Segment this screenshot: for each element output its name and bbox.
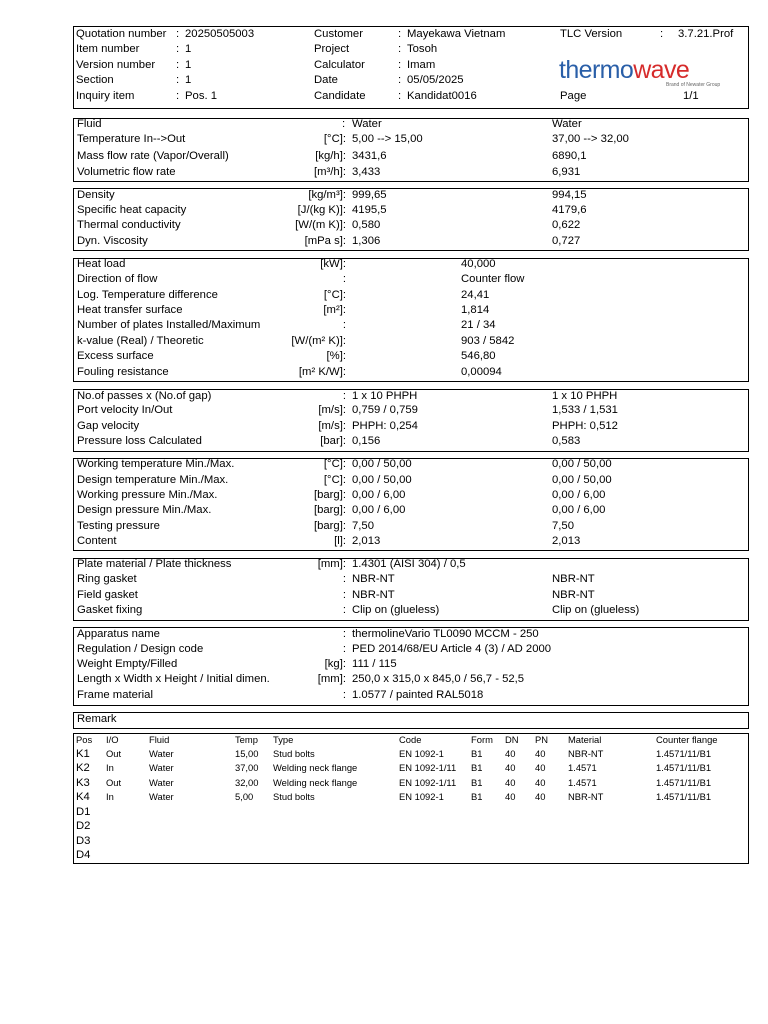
conn-cell-form: B1 (471, 762, 483, 773)
param-value-cold: 1.0577 / painted RAL5018 (352, 689, 484, 701)
param-value-hot: 4179,6 (552, 204, 587, 216)
param-unit: [°C]: (323, 458, 346, 470)
conn-pos: D4 (76, 849, 91, 861)
conn-cell-flange: 1.4571/11/B1 (656, 748, 712, 759)
param-label: Dyn. Viscosity (77, 235, 148, 247)
param-label: Ring gasket (77, 573, 137, 585)
header-label: Section (76, 74, 114, 86)
param-value-cold: PED 2014/68/EU Article 4 (3) / AD 2000 (352, 643, 552, 655)
param-value-hot: 0,00 / 6,00 (552, 489, 606, 501)
param-unit: [m² K/W]: (298, 366, 346, 378)
conn-pos: D2 (76, 820, 91, 832)
param-value-cold: 1.4301 (AISI 304) / 0,5 (352, 558, 466, 570)
param-unit: [°C]: (323, 289, 346, 301)
tlc-version-colon: : (660, 28, 664, 40)
param-value-hot: 2,013 (552, 535, 581, 547)
conn-cell-pn: 40 (535, 748, 546, 759)
param-label: Excess surface (77, 350, 154, 362)
param-label: Heat load (77, 258, 126, 270)
conn-cell-material: 1.4571 (568, 777, 597, 788)
param-label: Apparatus name (77, 628, 160, 640)
param-unit: [m/s]: (318, 404, 346, 416)
param-label: k-value (Real) / Theoretic (77, 335, 204, 347)
param-label: Length x Width x Height / Initial dimen. (77, 673, 270, 685)
conn-pos: K4 (76, 791, 90, 803)
conn-header-io: I/O (106, 734, 119, 745)
param-unit: [W/(m² K)]: (291, 335, 346, 347)
conn-cell-material: NBR-NT (568, 748, 604, 759)
param-value-hot: NBR-NT (552, 589, 595, 601)
param-label: Port velocity In/Out (77, 404, 173, 416)
param-unit: : (342, 319, 346, 331)
param-unit: [W/(m K)]: (295, 219, 346, 231)
conn-cell-form: B1 (471, 748, 483, 759)
tlc-version-value: 3.7.21.Prof (678, 28, 734, 40)
param-label: Plate material / Plate thickness (77, 558, 232, 570)
header-colon: : (176, 74, 180, 86)
param-value-cold: PHPH: 0,254 (352, 420, 418, 432)
header-colon2: : (398, 43, 402, 55)
conn-cell-temp: 32,00 (235, 777, 259, 788)
conn-cell-form: B1 (471, 777, 483, 788)
conn-cell-type: Stud bolts (273, 791, 315, 802)
param-label: Log. Temperature difference (77, 289, 218, 301)
param-label: Regulation / Design code (77, 643, 204, 655)
header-colon2: : (398, 90, 402, 102)
conn-cell-io: Out (106, 748, 122, 759)
param-value-hot: PHPH: 0,512 (552, 420, 618, 432)
param-value-common: 21 / 34 (461, 319, 496, 331)
param-unit: [bar]: (320, 435, 346, 447)
param-unit: [barg]: (313, 504, 346, 516)
param-unit: [%]: (326, 350, 346, 362)
conn-cell-dn: 40 (505, 762, 516, 773)
param-value-common: 546,80 (461, 350, 496, 362)
param-label: Volumetric flow rate (77, 166, 176, 178)
conn-cell-io: In (106, 762, 114, 773)
param-value-cold: 250,0 x 315,0 x 845,0 / 56,7 - 52,5 (352, 673, 525, 685)
conn-cell-code: EN 1092-1 (399, 791, 444, 802)
tlc-version-label: TLC Version (560, 28, 623, 40)
param-unit: : (342, 573, 346, 585)
param-label: Design temperature Min./Max. (77, 474, 229, 486)
conn-cell-dn: 40 (505, 777, 516, 788)
conn-cell-type: Welding neck flange (273, 762, 358, 773)
header-colon: : (176, 90, 180, 102)
conn-cell-code: EN 1092-1/11 (399, 762, 457, 773)
logo-wave: wave (633, 56, 690, 84)
param-unit: [m³/h]: (313, 166, 346, 178)
param-unit: [m²]: (323, 304, 346, 316)
conn-cell-flange: 1.4571/11/B1 (656, 777, 712, 788)
param-unit: : (342, 643, 346, 655)
param-unit: : (342, 273, 346, 285)
param-value-hot: 1 x 10 PHPH (552, 390, 618, 402)
header-label2: Candidate (314, 90, 366, 102)
param-value-cold: thermolineVario TL0090 MCCM - 250 (352, 628, 539, 640)
param-value-cold: 4195,5 (352, 204, 387, 216)
header-label2: Calculator (314, 59, 365, 71)
conn-cell-code: EN 1092-1 (399, 748, 444, 759)
header-value2: Imam (407, 59, 436, 71)
param-label: Thermal conductivity (77, 219, 181, 231)
param-value-cold: NBR-NT (352, 589, 395, 601)
param-label: Mass flow rate (Vapor/Overall) (77, 150, 229, 162)
conn-cell-form: B1 (471, 791, 483, 802)
param-value-cold: 0,156 (352, 435, 381, 447)
param-label: Fluid (77, 118, 102, 130)
conn-cell-io: In (106, 791, 114, 802)
param-value-hot: 0,00 / 50,00 (552, 474, 612, 486)
param-colon: : (342, 118, 346, 130)
param-value-cold: 999,65 (352, 189, 387, 201)
thermowave-logo (559, 55, 729, 93)
conn-header-temp: Temp (235, 734, 258, 745)
logo-tagline: Brand of Newater Group (666, 82, 721, 88)
param-label: Number of plates Installed/Maximum (77, 319, 261, 331)
param-value-cold: 111 / 115 (352, 658, 397, 670)
param-value-cold: 1 x 10 PHPH (352, 390, 418, 402)
conn-header-fluid: Fluid (149, 734, 170, 745)
param-value-cold: 3431,6 (352, 150, 387, 162)
param-value-hot: 0,622 (552, 219, 581, 231)
param-label: Gasket fixing (77, 604, 143, 616)
param-value-cold: 0,00 / 50,00 (352, 458, 412, 470)
param-label: Working temperature Min./Max. (77, 458, 235, 470)
param-value-hot: 0,00 / 50,00 (552, 458, 612, 470)
conn-pos: K3 (76, 777, 90, 789)
param-label: Direction of flow (77, 273, 158, 285)
param-value-cold: Water (352, 118, 382, 130)
param-label: Heat transfer surface (77, 304, 183, 316)
conn-cell-flange: 1.4571/11/B1 (656, 762, 712, 773)
header-colon: : (176, 59, 180, 71)
header-value2: Kandidat0016 (407, 90, 477, 102)
param-unit: [l]: (334, 535, 346, 547)
header-colon2: : (398, 28, 402, 40)
header-value: 20250505003 (185, 28, 255, 40)
param-unit: : (342, 589, 346, 601)
param-value-cold: 7,50 (352, 520, 374, 532)
param-label: Weight Empty/Filled (77, 658, 178, 670)
param-value-hot: 7,50 (552, 520, 574, 532)
conn-cell-io: Out (106, 777, 122, 788)
header-value: 1 (185, 43, 192, 55)
remark-label: Remark (77, 713, 117, 725)
conn-header-flange: Counter flange (656, 734, 718, 745)
param-value-hot: 1,533 / 1,531 (552, 404, 618, 416)
param-unit: : (342, 628, 346, 640)
param-unit: : (342, 390, 346, 402)
conn-cell-fluid: Water (149, 748, 174, 759)
conn-header-form: Form (471, 734, 493, 745)
conn-cell-pn: 40 (535, 791, 546, 802)
header-colon: : (176, 28, 180, 40)
param-label: Density (77, 189, 115, 201)
param-label: No.of passes x (No.of gap) (77, 390, 212, 402)
conn-pos: D3 (76, 835, 91, 847)
param-label: Pressure loss Calculated (77, 435, 202, 447)
header-label2: Project (314, 43, 350, 55)
param-label: Frame material (77, 689, 153, 701)
param-value-common: 24,41 (461, 289, 490, 301)
param-value-common: Counter flow (461, 273, 525, 285)
conn-pos: D1 (76, 806, 91, 818)
param-value-hot: Clip on (glueless) (552, 604, 640, 616)
param-value-cold: 5,00 --> 15,00 (352, 133, 423, 145)
conn-cell-dn: 40 (505, 748, 516, 759)
conn-cell-temp: 5,00 (235, 791, 254, 802)
param-unit: [kW]: (320, 258, 346, 270)
param-unit: [barg]: (313, 520, 346, 532)
conn-cell-temp: 15,00 (235, 748, 259, 759)
param-label: Fouling resistance (77, 366, 169, 378)
param-label: Specific heat capacity (77, 204, 187, 216)
header-label: Version number (76, 59, 156, 71)
conn-header-dn: DN (505, 734, 519, 745)
param-unit: [mPa s]: (304, 235, 346, 247)
header-value: 1 (185, 59, 192, 71)
header-value: Pos. 1 (185, 90, 218, 102)
header-label: Inquiry item (76, 90, 135, 102)
conn-cell-fluid: Water (149, 777, 174, 788)
param-label: Design pressure Min./Max. (77, 504, 212, 516)
param-label: Working pressure Min./Max. (77, 489, 218, 501)
param-value-common: 0,00094 (461, 366, 502, 378)
conn-cell-temp: 37,00 (235, 762, 259, 773)
param-value-cold: 2,013 (352, 535, 381, 547)
param-label: Temperature In-->Out (77, 133, 186, 145)
param-value-cold: 3,433 (352, 166, 381, 178)
param-label: Field gasket (77, 589, 138, 601)
conn-header-type: Type (273, 734, 294, 745)
header-colon: : (176, 43, 180, 55)
param-unit: [m/s]: (318, 420, 346, 432)
conn-cell-fluid: Water (149, 791, 174, 802)
param-label: Gap velocity (77, 420, 140, 432)
param-value-hot: 0,00 / 6,00 (552, 504, 606, 516)
conn-header-pn: PN (535, 734, 549, 745)
param-value-hot: NBR-NT (552, 573, 595, 585)
conn-cell-code: EN 1092-1/11 (399, 777, 457, 788)
conn-cell-type: Stud bolts (273, 748, 315, 759)
param-value-hot: 6890,1 (552, 150, 587, 162)
logo-thermo: thermo (559, 56, 634, 84)
param-unit: [°C]: (323, 133, 346, 145)
header-label2: Date (314, 74, 338, 86)
param-unit: [kg/m³]: (308, 189, 346, 201)
param-unit: : (342, 604, 346, 616)
param-value-cold: 0,00 / 6,00 (352, 489, 406, 501)
param-unit: [barg]: (313, 489, 346, 501)
conn-cell-dn: 40 (505, 791, 516, 802)
conn-cell-material: 1.4571 (568, 762, 597, 773)
param-value-hot: Water (552, 118, 582, 130)
param-value-hot: 6,931 (552, 166, 581, 178)
param-label: Content (77, 535, 117, 547)
param-unit: [J/(kg K)]: (297, 204, 346, 216)
param-unit: [mm]: (317, 673, 346, 685)
param-value-hot: 37,00 --> 32,00 (552, 133, 629, 145)
param-value-cold: 0,00 / 6,00 (352, 504, 406, 516)
header-value2: 05/05/2025 (407, 74, 464, 86)
conn-cell-pn: 40 (535, 777, 546, 788)
param-value-cold: 0,580 (352, 219, 381, 231)
conn-cell-fluid: Water (149, 762, 174, 773)
param-label: Testing pressure (77, 520, 160, 532)
param-value-hot: 0,583 (552, 435, 581, 447)
param-value-cold: 1,306 (352, 235, 381, 247)
conn-header-code: Code (399, 734, 422, 745)
param-unit: [mm]: (317, 558, 346, 570)
param-unit: [kg]: (324, 658, 346, 670)
param-value-hot: 994,15 (552, 189, 587, 201)
param-value-cold: NBR-NT (352, 573, 395, 585)
header-label2: Customer (314, 28, 363, 40)
conn-header-pos: Pos (76, 734, 93, 745)
param-unit: : (342, 689, 346, 701)
header-value2: Mayekawa Vietnam (407, 28, 506, 40)
conn-cell-material: NBR-NT (568, 791, 604, 802)
header-label: Quotation number (76, 28, 167, 40)
header-value: 1 (185, 74, 192, 86)
param-value-common: 40,000 (461, 258, 496, 270)
conn-cell-flange: 1.4571/11/B1 (656, 791, 712, 802)
conn-cell-type: Welding neck flange (273, 777, 358, 788)
conn-pos: K1 (76, 748, 90, 760)
page-label: Page (560, 90, 587, 102)
param-value-cold: Clip on (glueless) (352, 604, 440, 616)
param-value-common: 1,814 (461, 304, 490, 316)
param-value-cold: 0,00 / 50,00 (352, 474, 412, 486)
page-value: 1/1 (683, 90, 699, 102)
remark-box (73, 712, 749, 729)
param-value-hot: 0,727 (552, 235, 581, 247)
param-unit: [kg/h]: (315, 150, 346, 162)
header-colon2: : (398, 74, 402, 86)
conn-pos: K2 (76, 762, 90, 774)
param-value-cold: 0,759 / 0,759 (352, 404, 418, 416)
header-value2: Tosoh (407, 43, 438, 55)
header-label: Item number (76, 43, 140, 55)
param-unit: [°C]: (323, 474, 346, 486)
header-colon2: : (398, 59, 402, 71)
conn-cell-pn: 40 (535, 762, 546, 773)
conn-header-material: Material (568, 734, 602, 745)
param-value-common: 903 / 5842 (461, 335, 515, 347)
